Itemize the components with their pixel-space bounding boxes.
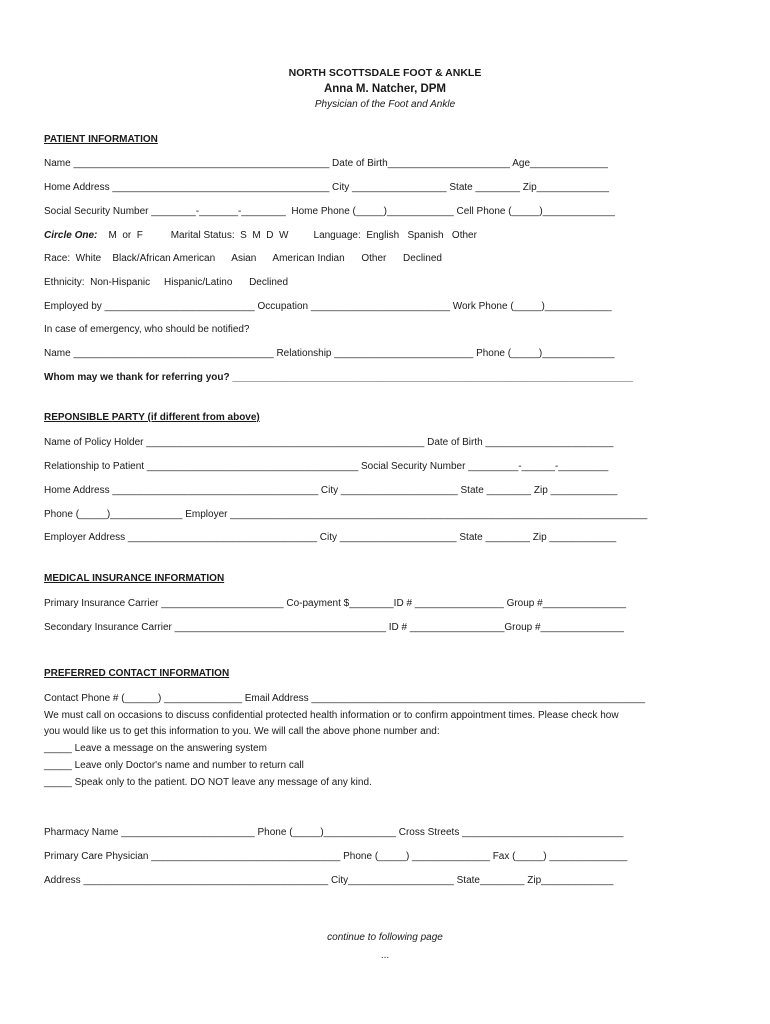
contact-option-answering-system[interactable]: _____ Leave a message on the answering system: [44, 743, 267, 754]
doctor-name: Anna M. Natcher, DPM: [323, 83, 447, 95]
responsible-phone-employer-line[interactable]: Phone (_____)_____________ Employer ___________________________________________________________________________: [44, 509, 648, 520]
contact-instructions-line1: We must call on occasions to discuss confidential protected health information or to confirm appointment times. Please check how: [44, 710, 619, 721]
responsible-address-line[interactable]: Home Address _____________________________________ City _____________________ State ________ Zip ____________: [44, 485, 618, 496]
circle-one-label: Circle One:: [44, 230, 98, 241]
emergency-contact-line[interactable]: Name ____________________________________ Relationship _________________________ Phone (_____)_____________: [44, 348, 615, 359]
section-responsible-heading: REPONSIBLE PARTY (if different from above): [44, 412, 260, 423]
contact-phone-email-line[interactable]: Contact Phone # (______) ______________ Email Address ____________________________________________________________: [44, 693, 646, 704]
section-patient-heading: PATIENT INFORMATION: [44, 134, 158, 145]
section-insurance-heading: MEDICAL INSURANCE INFORMATION: [44, 573, 225, 584]
patient-name-line[interactable]: Name ______________________________________________ Date of Birth______________________ Age______________: [44, 158, 608, 169]
continue-ellipsis: ...: [380, 950, 390, 961]
doctor-subtitle: Physician of the Foot and Ankle: [314, 99, 456, 110]
section-contact-heading: PREFERRED CONTACT INFORMATION: [44, 668, 230, 679]
patient-employment-line[interactable]: Employed by ___________________________ Occupation _________________________ Work Phone (_____)____________: [44, 301, 612, 312]
primary-insurance-line[interactable]: Primary Insurance Carrier ______________________ Co-payment $________ID # ________________ Group #_______________: [44, 598, 627, 609]
patient-race-line[interactable]: Race: White Black/African American Asian American Indian Other Declined: [44, 253, 442, 264]
policy-holder-line[interactable]: Name of Policy Holder __________________________________________________ Date of Birth _______________________: [44, 437, 614, 448]
contact-option-patient-only[interactable]: _____ Speak only to the patient. DO NOT leave any message of any kind.: [44, 777, 372, 788]
continue-note: continue to following page: [327, 932, 443, 943]
emergency-contact-prompt: In case of emergency, who should be notified?: [44, 324, 250, 335]
contact-instructions-line2: you would like us to get this information to you. We will call the above phone number and:: [44, 726, 440, 737]
pharmacy-line[interactable]: Pharmacy Name ________________________ Phone (_____)_____________ Cross Streets _____________________________: [44, 827, 624, 838]
practice-name: NORTH SCOTTSDALE FOOT & ANKLE: [288, 67, 482, 79]
primary-care-line[interactable]: Primary Care Physician __________________________________ Phone (_____) ______________ Fax (_____) ______________: [44, 851, 628, 862]
pcp-address-line[interactable]: Address ____________________________________________ City___________________ State________ Zip_____________: [44, 875, 614, 886]
patient-ethnicity-line[interactable]: Ethnicity: Non-Hispanic Hispanic/Latino Declined: [44, 277, 288, 288]
patient-ssn-phone-line[interactable]: Social Security Number ________-_______-________ Home Phone (_____)____________ Cell Phone (_____)_____________: [44, 206, 615, 217]
secondary-insurance-line[interactable]: Secondary Insurance Carrier ______________________________________ ID # _________________Group #_______________: [44, 622, 624, 633]
contact-option-doctor-name[interactable]: _____ Leave only Doctor's name and number to return call: [44, 760, 304, 771]
sex-marital-language-options[interactable]: M or F Marital Status: S M D W Language: English Spanish Other: [97, 230, 477, 241]
relationship-ssn-line[interactable]: Relationship to Patient ______________________________________ Social Security Number _________-______-_________: [44, 461, 609, 472]
employer-address-line[interactable]: Employer Address __________________________________ City _____________________ State ________ Zip ____________: [44, 532, 617, 543]
patient-address-line[interactable]: Home Address _______________________________________ City _________________ State ________ Zip_____________: [44, 182, 609, 193]
referral-line[interactable]: Whom may we thank for referring you? ________________________________________________________________________: [44, 372, 633, 383]
patient-sex-marital-language-line[interactable]: [44, 229, 477, 242]
